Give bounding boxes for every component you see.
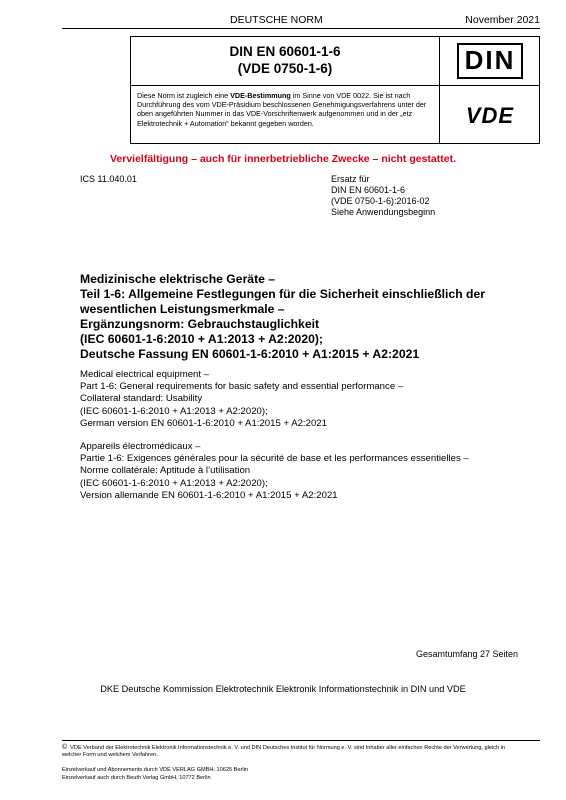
- din-logo-text: DIN: [464, 45, 516, 75]
- box-horizontal-divider: [131, 85, 539, 86]
- ics-code: ICS 11.040.01: [80, 174, 137, 184]
- sales-line: Einzelverkauf auch durch Beuth Verlag GmbH, 10772 Berlin: [62, 775, 211, 781]
- standard-number-block: [131, 43, 439, 77]
- english-title-line: (IEC 60601-1-6:2010 + A1:2013 + A2:2020);: [80, 405, 268, 417]
- header-divider: [62, 28, 540, 29]
- french-title: [80, 441, 540, 502]
- reproduction-warning: Vervielfältigung – auch für innerbetriebliche Zwecke – nicht gestattet.: [109, 153, 456, 165]
- sales-line: Einzelverkauf und Abonnements durch VDE VERLAG GMBH, 10625 Berlin: [62, 767, 248, 773]
- vde-logo: VDE: [465, 103, 515, 128]
- document-type-label: DEUTSCHE NORM: [230, 14, 323, 26]
- english-title: [80, 369, 540, 430]
- french-title-line: Version allemande EN 60601-1-6:2010 + A1:2015 + A2:2021: [80, 489, 338, 501]
- replacement-line: DIN EN 60601-1-6: [331, 185, 406, 195]
- publication-date: November 2021: [465, 14, 540, 26]
- sales-info: [62, 766, 362, 782]
- english-title-line: Collateral standard: Usability: [80, 393, 203, 405]
- german-title-line: Ergänzungsnorm: Gebrauchstauglichkeit: [80, 317, 320, 331]
- copyright-text: VDE Verband der Elektrotechnik Elektronik Informationstechnik e. V. und DIN Deutsches Institut für Normung e. V. sind Inhaber aller einfachen Rechte der Verwertung, gleich in welcher Form und welchem Verfahren.: [62, 745, 506, 758]
- copyright-icon: ©: [62, 744, 68, 751]
- vde-classification-number: (VDE 0750-1-6): [237, 61, 333, 76]
- vde-notice-text-before: Diese Norm ist zugleich eine: [137, 91, 231, 100]
- replacement-line: (VDE 0750-1-6):2016-02: [331, 196, 430, 206]
- french-title-line: (IEC 60601-1-6:2010 + A1:2013 + A2:2020);: [80, 477, 268, 489]
- french-title-line: Partie 1-6: Exigences générales pour la sécurité de base et les performances essentielles –: [80, 453, 469, 465]
- dke-commission-line: DKE Deutsche Kommission Elektrotechnik Elektronik Informationstechnik in DIN und VDE: [100, 684, 466, 694]
- standard-identification-box: [130, 36, 540, 144]
- footer-divider: [62, 740, 540, 741]
- german-title-line: Medizinische elektrische Geräte –: [80, 272, 276, 286]
- standard-number: DIN EN 60601-1-6: [229, 44, 341, 59]
- french-title-line: Norme collatérale: Aptitude à l’utilisation: [80, 465, 251, 477]
- replacement-line: Ersatz für: [331, 174, 370, 184]
- replacement-line: Siehe Anwendungsbeginn: [331, 207, 436, 217]
- english-title-line: German version EN 60601-1-6:2010 + A1:2015 + A2:2021: [80, 417, 327, 429]
- vde-notice-bold-term: VDE-Bestimmung: [230, 91, 291, 100]
- german-title-line: (IEC 60601-1-6:2010 + A1:2013 + A2:2020);: [80, 332, 323, 346]
- din-logo: [447, 43, 533, 79]
- german-title-line: wesentlichen Leistungsmerkmale –: [80, 302, 285, 316]
- german-title-line: Deutsche Fassung EN 60601-1-6:2010 + A1:2015 + A2:2021: [80, 347, 420, 361]
- copyright-notice: [62, 744, 512, 759]
- french-title-line: Appareils électromédicaux –: [80, 441, 201, 452]
- english-title-line: Medical electrical equipment –: [80, 369, 210, 380]
- replacement-info: [331, 174, 435, 218]
- vde-notice-text-after: im Sinne von VDE 0022. Sie ist nach Durchführung des vom VDE-Präsidium beschlossenen Genehmigungsverfahrens unter der oben angeführten Nummer in das VDE-Vorschriftenwerk aufgenommen und in der „etz Elektrotechnik + Automation“ bekannt gegeben worden.: [137, 91, 427, 128]
- vde-regulation-notice: [137, 91, 435, 128]
- total-page-count: Gesamtumfang 27 Seiten: [415, 649, 518, 659]
- german-title: [80, 272, 540, 362]
- english-title-line: Part 1-6: General requirements for basic safety and essential performance –: [80, 381, 404, 393]
- german-title-line: Teil 1-6: Allgemeine Festlegungen für die Sicherheit einschließlich der: [80, 287, 485, 301]
- box-vertical-divider: [439, 37, 440, 143]
